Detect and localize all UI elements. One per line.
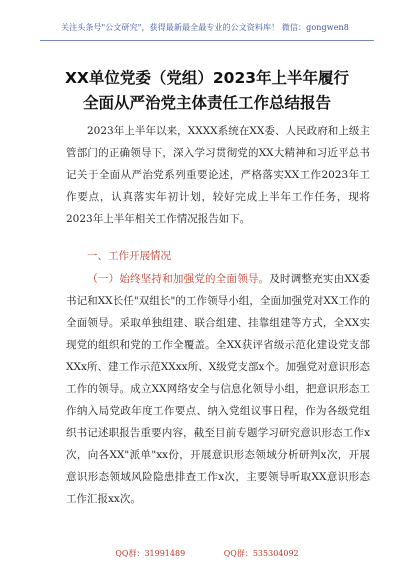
header-banner: 关注头条号"公文研究"，获得最新最全最专业的公文资料库！ 微信：gongwen8 <box>61 23 349 32</box>
footer-qq-group-1: QQ群：31991489 <box>115 549 186 558</box>
subsection-body: 及时调整充实由XX委书记和XX长任"双组长"的工作领导小组，全面加强党对XX工作的全面领导。采取单独组建、联合组建、挂靠组建等方式，全XX实现党的组织和党的工作全覆盖。全XX获评省级示范化建设党支部XXx所、建工作示范XXxx所、X级党支部x个。加强党对意识形态工作的领导。成立XX网络安全与信息化领导小组，把意识形态工作纳入局党政年度工作要点、纳入党组议事日程，作为各级党组织书记述职报告重要内容，截至目前专题学习研究意识形态工作x次，向各XX"派单"xx份，开展意识形态领域分析研判x次，开展意识形态领域风险隐患排查工作x次，主要领导听取XX意识形态工作汇报xx次。 <box>66 273 371 505</box>
document-title-line-2: 全面从严治党主体责任工作总结报告 <box>82 94 331 112</box>
section-heading: 一、工作开展情况 <box>87 250 171 262</box>
subsection-paragraph <box>66 268 370 510</box>
subsection-lead: （一）始终坚持和加强党的全面领导。 <box>87 273 270 285</box>
header-divider <box>40 40 374 41</box>
intro-paragraph: 2023年上半年以来，XXXX系统在XX委、人民政府和上级主管部门的正确领导下，深入学习贯彻党的XX大精神和习近平总书记关于全面从严治党系列重要论述，严格落实XX工作2023年工作要点，认真落实年初计划，较好完成上半年工作任务，现将2023年上半年相关工作情况报告如下。 <box>66 125 370 225</box>
document-title-line-1: XX单位党委（党组）2023年上半年履行 <box>64 69 350 87</box>
footer <box>40 548 374 559</box>
footer-qq-group-2: QQ群：535304092 <box>223 549 299 558</box>
